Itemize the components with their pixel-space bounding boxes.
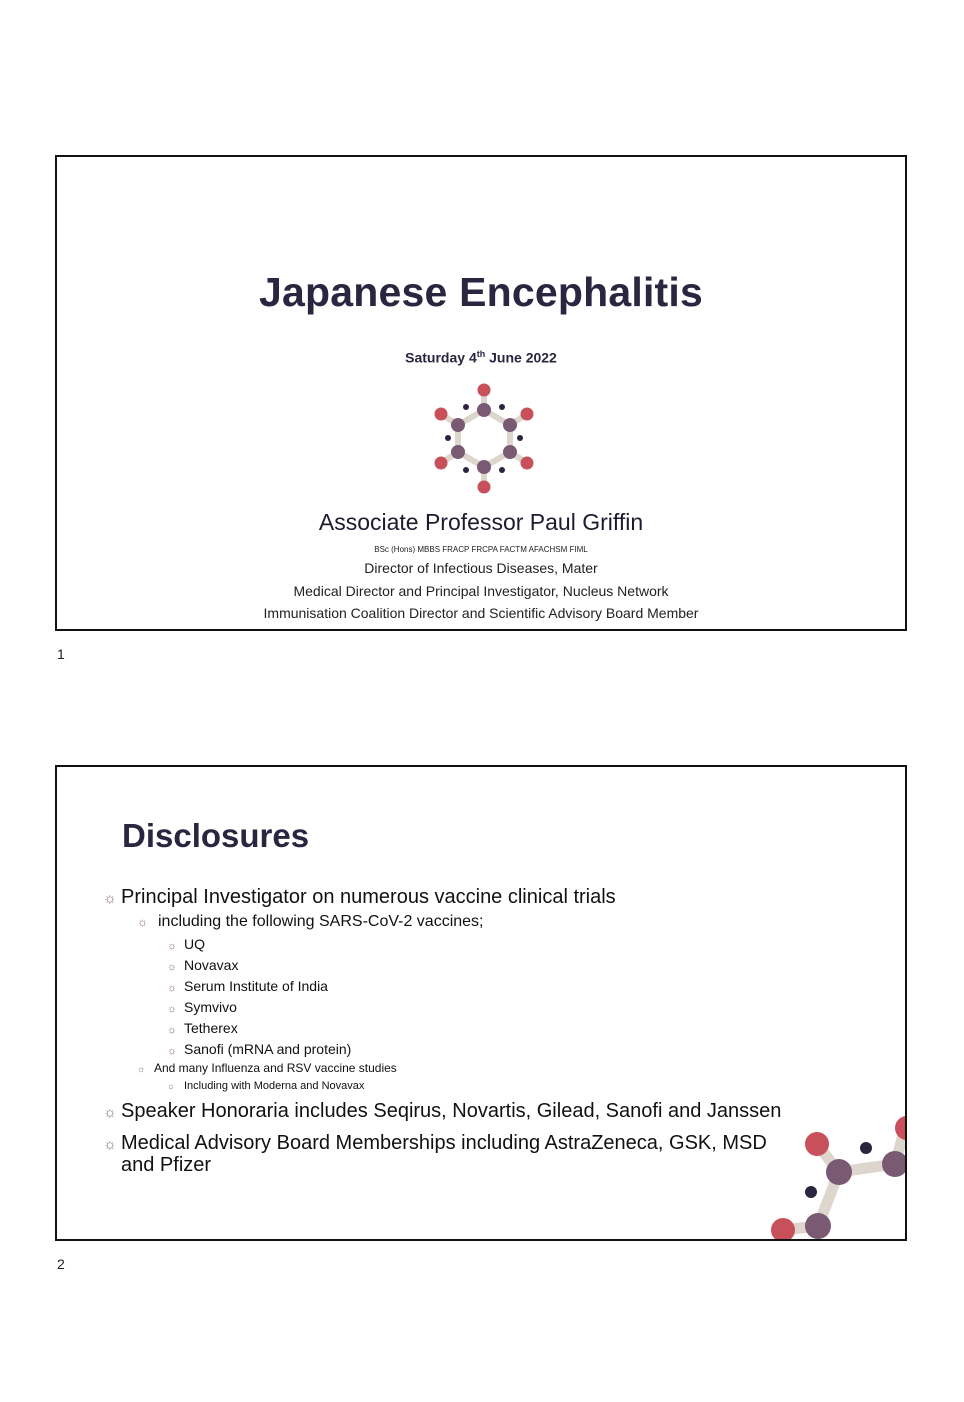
molecule-ring-icon xyxy=(431,383,536,495)
presenter-role: Immunisation Coalition Director and Scientific Advisory Board Member xyxy=(263,605,699,621)
bullet-item: ☼ Principal Investigator on numerous vaccine clinical trials xyxy=(103,886,616,908)
molecule-decoration-icon xyxy=(755,1104,905,1239)
bullet-item: ☼ Serum Institute of India xyxy=(167,978,328,994)
presentation-date: Saturday 4th June 2022 xyxy=(405,349,557,366)
bullet-marker-icon: ☼ xyxy=(167,961,177,973)
bullet-marker-icon: ☼ xyxy=(103,1136,117,1153)
bullet-marker-icon: ☼ xyxy=(167,1082,175,1091)
bullet-marker-icon: ☼ xyxy=(137,1064,146,1074)
bullet-marker-icon: ☼ xyxy=(167,1003,177,1015)
slide-1 xyxy=(55,155,907,631)
presenter-role: Director of Infectious Diseases, Mater xyxy=(364,560,598,576)
page-number: 2 xyxy=(57,1256,65,1272)
presenter-qualifications: BSc (Hons) MBBS FRACP FRCPA FACTM AFACHSM FIML xyxy=(374,545,588,554)
bullet-marker-icon: ☼ xyxy=(103,890,117,907)
bullet-marker-icon: ☼ xyxy=(167,940,177,952)
bullet-marker-icon: ☼ xyxy=(167,1045,177,1057)
bullet-item: ☼ Medical Advisory Board Memberships including AstraZeneca, GSK, MSD xyxy=(103,1132,767,1154)
slide-title: Japanese Encephalitis xyxy=(258,269,703,315)
presenter-role: Medical Director and Principal Investigator, Nucleus Network xyxy=(293,583,669,599)
slide-title: Disclosures xyxy=(122,817,310,854)
slide-2 xyxy=(55,765,907,1241)
bullet-marker-icon: ☼ xyxy=(167,1024,177,1036)
bullet-item: ☼ Novavax xyxy=(167,957,239,973)
bullet-marker-icon: ☼ xyxy=(137,915,148,929)
bullet-item: ☼ Speaker Honoraria includes Seqirus, Novartis, Gilead, Sanofi and Janssen xyxy=(103,1100,782,1122)
bullet-item: ☼ Sanofi (mRNA and protein) xyxy=(167,1041,352,1057)
bullet-item: ☼ Symvivo xyxy=(167,999,237,1015)
bullet-item: ☼ Tetherex xyxy=(167,1020,238,1036)
page-number: 1 xyxy=(57,646,65,662)
bullet-item: ☼ UQ xyxy=(167,936,205,952)
bullet-item: ☼ And many Influenza and RSV vaccine studies xyxy=(137,1061,397,1075)
bullet-item-continuation: and Pfizer xyxy=(121,1154,212,1176)
bullet-item: ☼ Including with Moderna and Novavax xyxy=(167,1080,365,1092)
bullet-marker-icon: ☼ xyxy=(103,1104,117,1121)
bullet-item: ☼ including the following SARS-CoV-2 vaccines; xyxy=(137,913,484,930)
bullet-marker-icon: ☼ xyxy=(167,982,177,994)
presenter-name: Associate Professor Paul Griffin xyxy=(318,509,644,535)
